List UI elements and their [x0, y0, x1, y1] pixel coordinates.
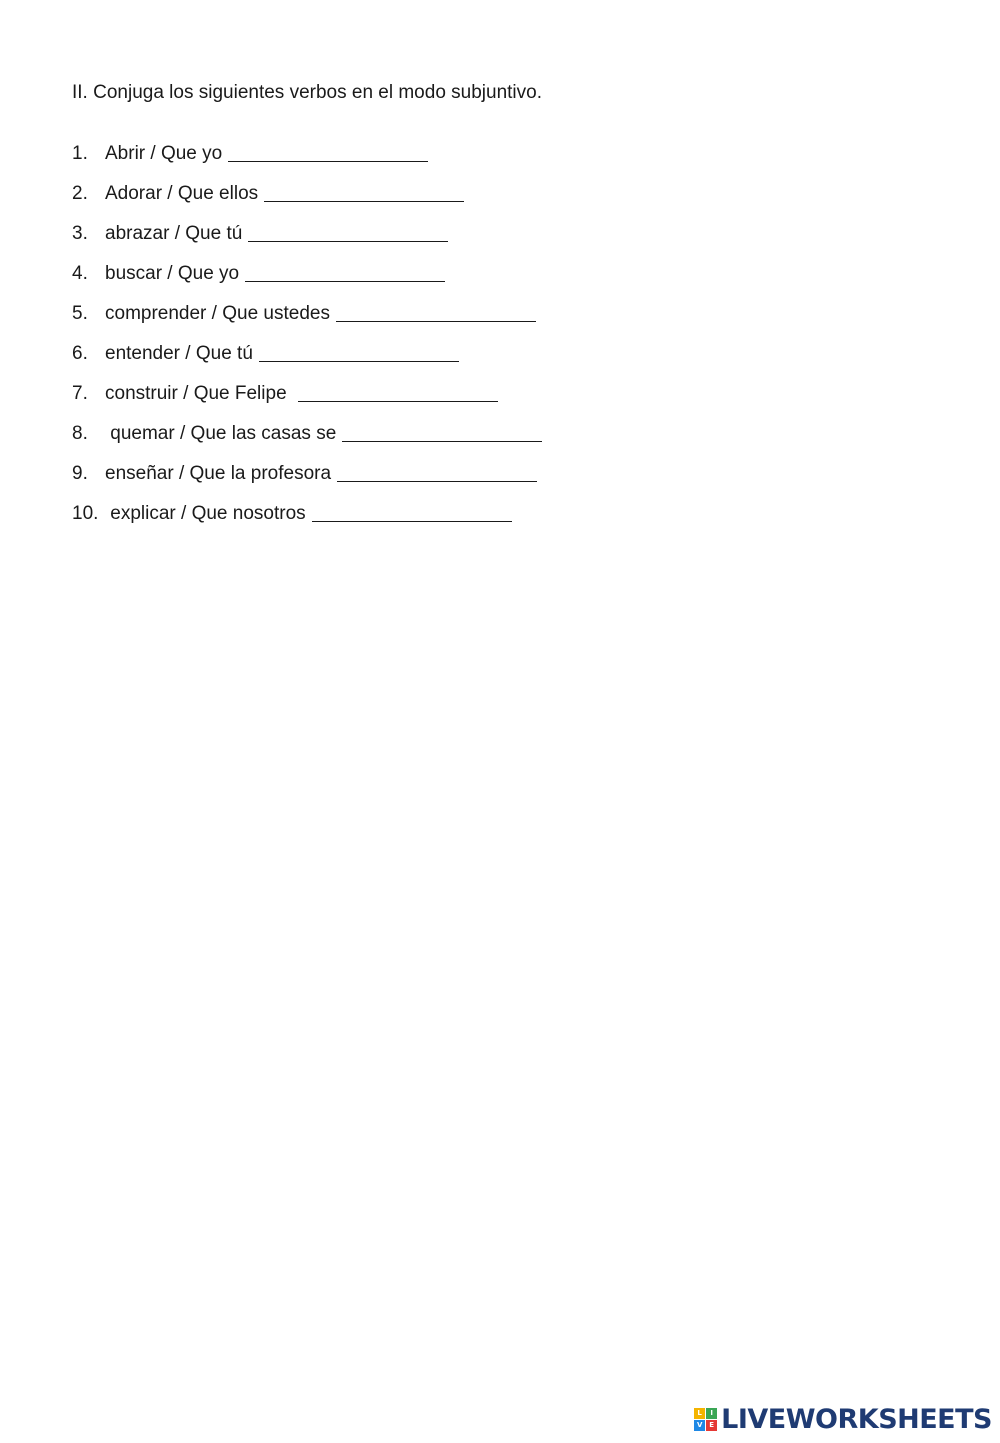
exercise-list: [72, 141, 542, 541]
answer-blank[interactable]: [228, 141, 428, 162]
answer-blank[interactable]: [248, 221, 448, 242]
answer-blank[interactable]: [336, 301, 536, 322]
answer-blank[interactable]: [298, 381, 498, 402]
item-number: 4.: [72, 263, 88, 284]
exercise-item: [72, 421, 542, 461]
answer-blank[interactable]: [312, 501, 512, 522]
logo-mark-letter: I: [706, 1408, 717, 1419]
exercise-item: [72, 141, 542, 181]
answer-blank[interactable]: [337, 461, 537, 482]
answer-blank[interactable]: [264, 181, 464, 202]
exercise-item: [72, 301, 542, 341]
exercise-item: [72, 221, 542, 261]
logo-mark-letter: V: [694, 1420, 705, 1431]
item-prompt: abrazar / Que tú: [105, 223, 243, 244]
item-prompt: construir / Que Felipe: [105, 383, 292, 404]
item-number: 3.: [72, 223, 88, 244]
answer-blank[interactable]: [259, 341, 459, 362]
answer-blank[interactable]: [245, 261, 445, 282]
exercise-item: [72, 501, 542, 541]
item-prompt: Abrir / Que yo: [105, 143, 223, 164]
item-prompt: buscar / Que yo: [105, 263, 240, 284]
logo-text: LIVEWORKSHEETS: [721, 1404, 992, 1435]
answer-blank[interactable]: [342, 421, 542, 442]
exercise-item: [72, 341, 542, 381]
item-prompt: Adorar / Que ellos: [105, 183, 259, 204]
item-number: 9.: [72, 463, 88, 484]
item-prompt: enseñar / Que la profesora: [105, 463, 332, 484]
exercise-item: [72, 181, 542, 221]
item-prompt: entender / Que tú: [105, 343, 253, 364]
logo-mark-letter: E: [706, 1420, 717, 1431]
liveworksheets-logo: [694, 1404, 992, 1435]
item-prompt: comprender / Que ustedes: [105, 303, 330, 324]
exercise-item: [72, 261, 542, 301]
item-number: 7.: [72, 383, 88, 404]
item-number: 2.: [72, 183, 88, 204]
worksheet-instruction: II. Conjuga los siguientes verbos en el modo subjuntivo.: [72, 82, 542, 103]
item-number: 6.: [72, 343, 88, 364]
item-number: 1.: [72, 143, 88, 164]
logo-mark-icon: [694, 1408, 717, 1431]
item-prompt: quemar / Que las casas se: [105, 423, 337, 444]
logo-mark-letter: L: [694, 1408, 705, 1419]
item-prompt: explicar / Que nosotros: [105, 503, 306, 524]
item-number: 10.: [72, 503, 99, 524]
exercise-item: [72, 381, 542, 421]
exercise-item: [72, 461, 542, 501]
item-number: 5.: [72, 303, 88, 324]
item-number: 8.: [72, 423, 88, 444]
